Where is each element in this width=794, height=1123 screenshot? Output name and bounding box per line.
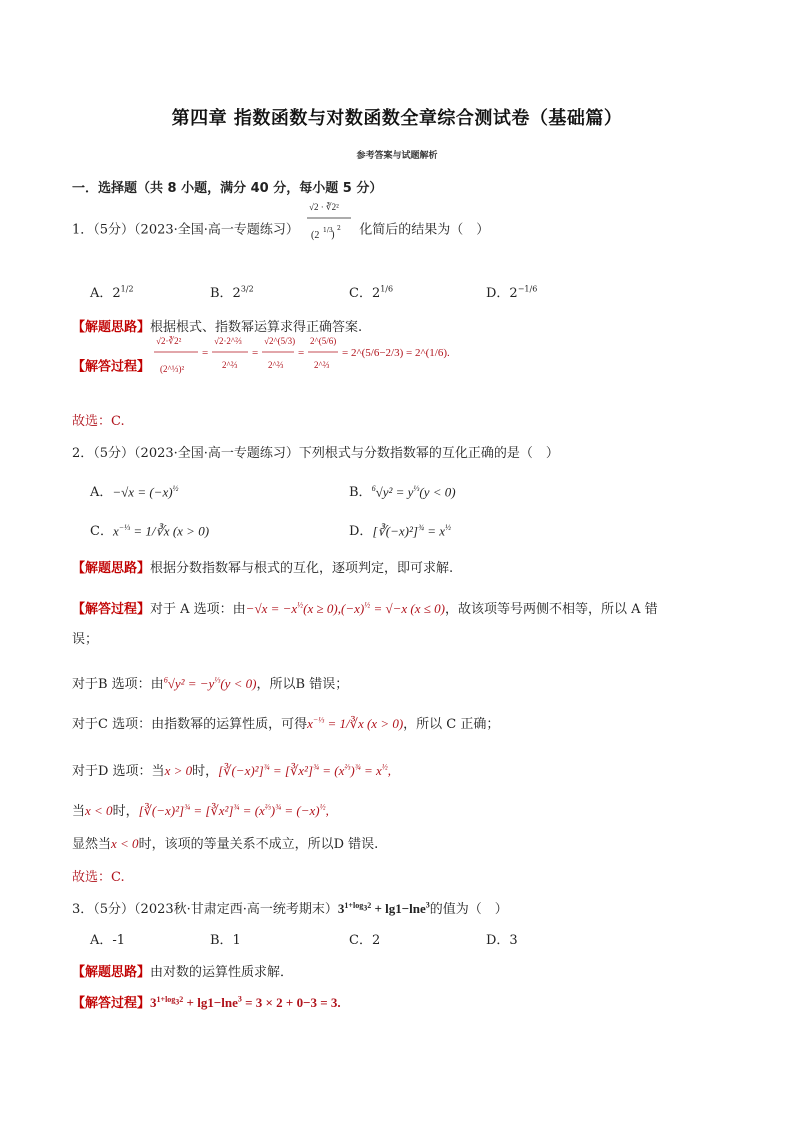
- q2-proc-a-cont: 误；: [72, 632, 99, 647]
- q2-option-c: C．$x^{-\frac{1}{3}}$ = 1/∛x (x > 0): [90, 523, 210, 539]
- svg-text:(2^⅓)²: (2^⅓)²: [160, 364, 185, 374]
- q2-option-a: A．$-√x = (-x)^{\frac{1}{2}}$: [90, 484, 179, 500]
- svg-text:√2·2^⅔: √2·2^⅔: [214, 336, 243, 346]
- q1-process-formula: [154, 334, 450, 382]
- svg-text:= 2^(5/6−2/3) = 2^(1/6).: = 2^(5/6−2/3) = 2^(1/6).: [342, 347, 450, 359]
- q1-option-b: B．$2^{3/2}$: [210, 284, 254, 301]
- q1-option-d: D．$2^{-1/6}$: [486, 284, 538, 301]
- q3-option-d: D．3: [486, 933, 518, 948]
- page-subtitle: 参考答案与试题解析: [356, 151, 438, 161]
- q2-answer: 故选：C.: [72, 870, 125, 885]
- svg-text:): ): [331, 230, 335, 241]
- q2-idea: 【解题思路】根据分数指数幂与根式的互化，逐项判定，即可求解.: [72, 561, 454, 576]
- q1-stem-suffix: 化简后的结果为（ ）: [359, 222, 490, 238]
- svg-text:=: =: [202, 347, 209, 359]
- q1-option-a: A．$2^{1/2}$: [90, 284, 134, 301]
- svg-text:√2^(5/3): √2^(5/3): [264, 336, 296, 346]
- q2-proc-d-neg: 当x < 0时，[∛(−x)²]$^{\frac{3}{4}}$ = [∛x²]$^{\frac{3}{4}}$ = $(x^{\frac{2}{3}})^{\frac{3}{4}} = (-x)^{\frac{1}{2}}$,: [72, 802, 329, 819]
- q3-option-a: A．-1: [90, 933, 126, 948]
- q1-answer: 故选：C.: [72, 414, 125, 429]
- q3-option-c: C．2: [349, 933, 381, 948]
- svg-text:2: 2: [337, 225, 341, 232]
- q2-proc-a: 【解答过程】对于 A 选项：由$-√x = -x^{\frac{1}{2}}(x \ge 0),(-x)^{\frac{1}{2}} = √-x$ (x ≤ 0)，故该项等号两侧不相等，所以 A 错: [72, 600, 658, 617]
- q1-idea: 【解题思路】根据根式、指数幂运算求得正确答案.: [72, 320, 363, 335]
- svg-text:=: =: [252, 347, 259, 359]
- svg-text:2^(5/6): 2^(5/6): [310, 336, 337, 346]
- svg-text:√2 · ∛2²: √2 · ∛2²: [309, 202, 339, 212]
- q2-proc-d: 对于D 选项：当x > 0时，[∛(−x)²]$^{\frac{3}{4}}$ = [∛x²]$^{\frac{3}{4}}$ = $(x^{\frac{2}{3}})^{\frac{3}{4}} = x^{\frac{1}{2}}$,: [72, 762, 391, 779]
- q1-stem-prefix: 1．（5分）（2023·全国·高一专题练习）: [72, 222, 299, 238]
- svg-text:(2: (2: [311, 230, 320, 241]
- q3-process: 【解答过程】$3^{1+log_32} + \lg 1-\ln e^3 = 3 \times 2 + 0-3 = 3$.: [72, 994, 341, 1011]
- q1-stem: [72, 202, 490, 244]
- q2-proc-b: 对于B 选项：由$^6√y^2 = -y^{\frac{1}{3}}(y < 0)$，所以B 错误；: [72, 675, 349, 692]
- svg-text:√2·∛2²: √2·∛2²: [156, 336, 182, 346]
- q2-stem: 2．（5分）（2023·全国·高一专题练习）下列根式与分数指数幂的互化正确的是（ ）: [72, 446, 559, 461]
- q3-option-b: B．1: [210, 933, 241, 948]
- q2-option-b: B．$^6√y^2 = y^{\frac{1}{3}}(y < 0)$: [349, 484, 456, 500]
- svg-text:1/3: 1/3: [323, 227, 333, 234]
- q2-proc-d-concl: 显然当x < 0时，该项的等量关系不成立，所以D 错误.: [72, 836, 379, 852]
- q2-option-d: D．[∛(−x)²]$^{\frac{3}{4}}$ = $x^{\frac{1}{2}}$: [349, 523, 451, 539]
- q1-expression: [303, 198, 355, 244]
- q1-proc-tag: 【解答过程】: [72, 359, 151, 375]
- q1-idea-tag: 【解题思路】: [72, 320, 151, 335]
- q1-process: [72, 336, 450, 382]
- svg-text:2^⅔: 2^⅔: [222, 360, 238, 370]
- svg-text:2^⅔: 2^⅔: [268, 360, 284, 370]
- q1-option-c: C．$2^{1/6}$: [349, 284, 394, 301]
- q3-stem: 3．（5分）（2023秋·甘肃定西·高一统考期末）$3^{1+log_32} + \lg 1-\ln e^3$的值为（ ）: [72, 900, 508, 917]
- svg-text:=: =: [298, 347, 305, 359]
- section-heading: 一．选择题（共 8 小题，满分 40 分，每小题 5 分）: [72, 181, 383, 196]
- page-title: 第四章 指数函数与对数函数全章综合测试卷（基础篇）: [171, 108, 623, 129]
- svg-text:2^⅔: 2^⅔: [314, 360, 330, 370]
- q3-idea: 【解题思路】由对数的运算性质求解．: [72, 965, 294, 980]
- q2-proc-c: 对于C 选项：由指数幂的运算性质，可得$x^{-\frac{1}{3}}$ = 1/∛x (x > 0)，所以 C 正确；: [72, 715, 500, 732]
